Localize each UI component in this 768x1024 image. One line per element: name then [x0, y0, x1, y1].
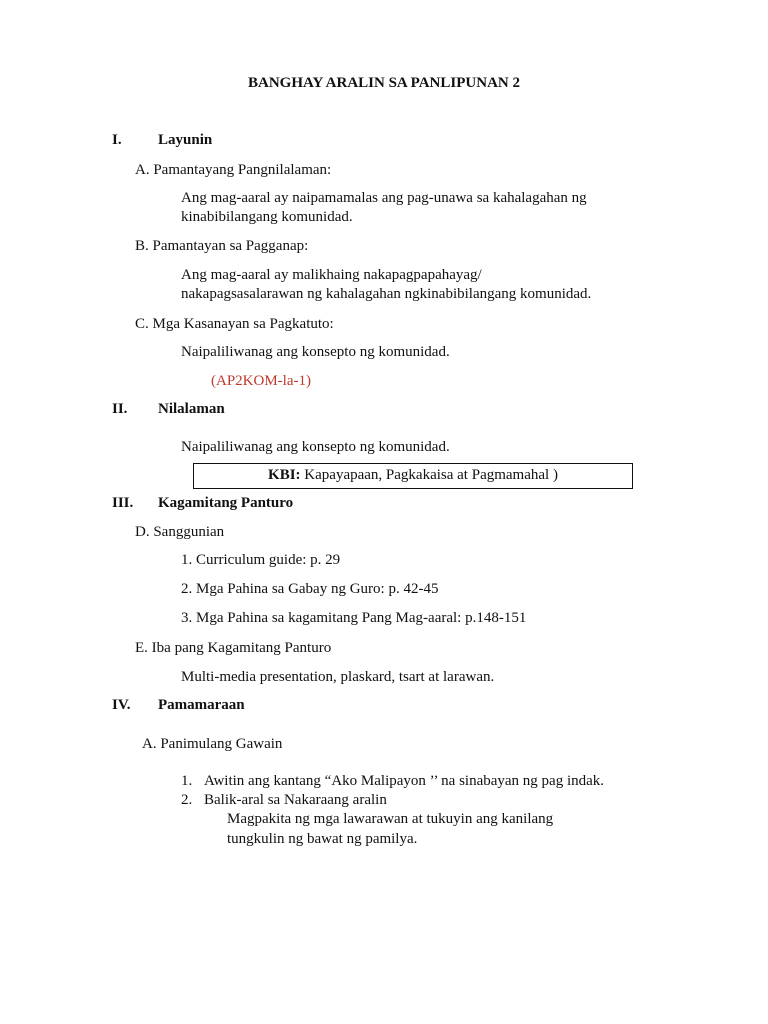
activity-item-number: 2. — [181, 792, 193, 808]
page-title: BANGHAY ARALIN SA PANLIPUNAN 2 — [248, 75, 520, 91]
activity-sub-text-line-2: tungkulin ng bawat ng pamilya. — [227, 831, 418, 847]
section-1-a-label: A. Pamantayang Pangnilalaman: — [135, 162, 332, 178]
section-2-number: II. — [112, 401, 128, 417]
section-2-text: Naipaliliwanag ang konsepto ng komunidad. — [181, 439, 450, 455]
section-3-e-text: Multi-media presentation, plaskard, tsart at larawan. — [181, 669, 495, 685]
section-4-number: IV. — [112, 697, 131, 713]
kbi-box — [193, 463, 633, 489]
kbi-values: Kapayapaan, Pagkakaisa at Pagmamahal ) — [300, 467, 558, 483]
section-1-b-text-line-1: Ang mag-aaral ay malikhaing nakapagpapahayag/ — [181, 267, 482, 283]
section-2-title: Nilalaman — [158, 401, 225, 417]
reference-item: 2. Mga Pahina sa Gabay ng Guro: p. 42-45 — [181, 581, 439, 597]
section-3-title: Kagamitang Panturo — [158, 495, 294, 511]
section-1-title: Layunin — [158, 132, 213, 148]
section-1-a-text-line-2: kinabibilangang komunidad. — [181, 209, 353, 225]
section-1-c-label: C. Mga Kasanayan sa Pagkatuto: — [135, 316, 334, 332]
activity-item-text: Balik-aral sa Nakaraang aralin — [204, 792, 387, 808]
section-3-e-label: E. Iba pang Kagamitang Panturo — [135, 640, 332, 656]
activity-item-number: 1. — [181, 773, 193, 789]
competency-code: (AP2KOM-la-1) — [211, 373, 311, 389]
reference-item: 1. Curriculum guide: p. 29 — [181, 552, 341, 568]
section-4-title: Pamamaraan — [158, 697, 245, 713]
activity-item-text: Awitin ang kantang “Ako Malipayon ’’ na sinabayan ng pag indak. — [204, 773, 605, 789]
section-1-a-text-line-1: Ang mag-aaral ay naipamamalas ang pag-unawa sa kahalagahan ng — [181, 190, 587, 206]
section-4-a-label: A. Panimulang Gawain — [142, 736, 283, 752]
section-1-c-text: Naipaliliwanag ang konsepto ng komunidad. — [181, 344, 450, 360]
section-1-number: I. — [112, 132, 122, 148]
kbi-label: KBI: — [268, 467, 301, 483]
reference-item: 3. Mga Pahina sa kagamitang Pang Mag-aaral: p.148-151 — [181, 610, 527, 626]
section-3-d-label: D. Sanggunian — [135, 524, 225, 540]
activity-sub-text-line-1: Magpakita ng mga lawarawan at tukuyin ang kanilang — [227, 811, 554, 827]
section-1-b-label: B. Pamantayan sa Pagganap: — [135, 238, 309, 254]
section-3-number: III. — [112, 495, 134, 511]
section-1-b-text-line-2: nakapagsasalarawan ng kahalagahan ngkinabibilangang komunidad. — [181, 286, 592, 302]
